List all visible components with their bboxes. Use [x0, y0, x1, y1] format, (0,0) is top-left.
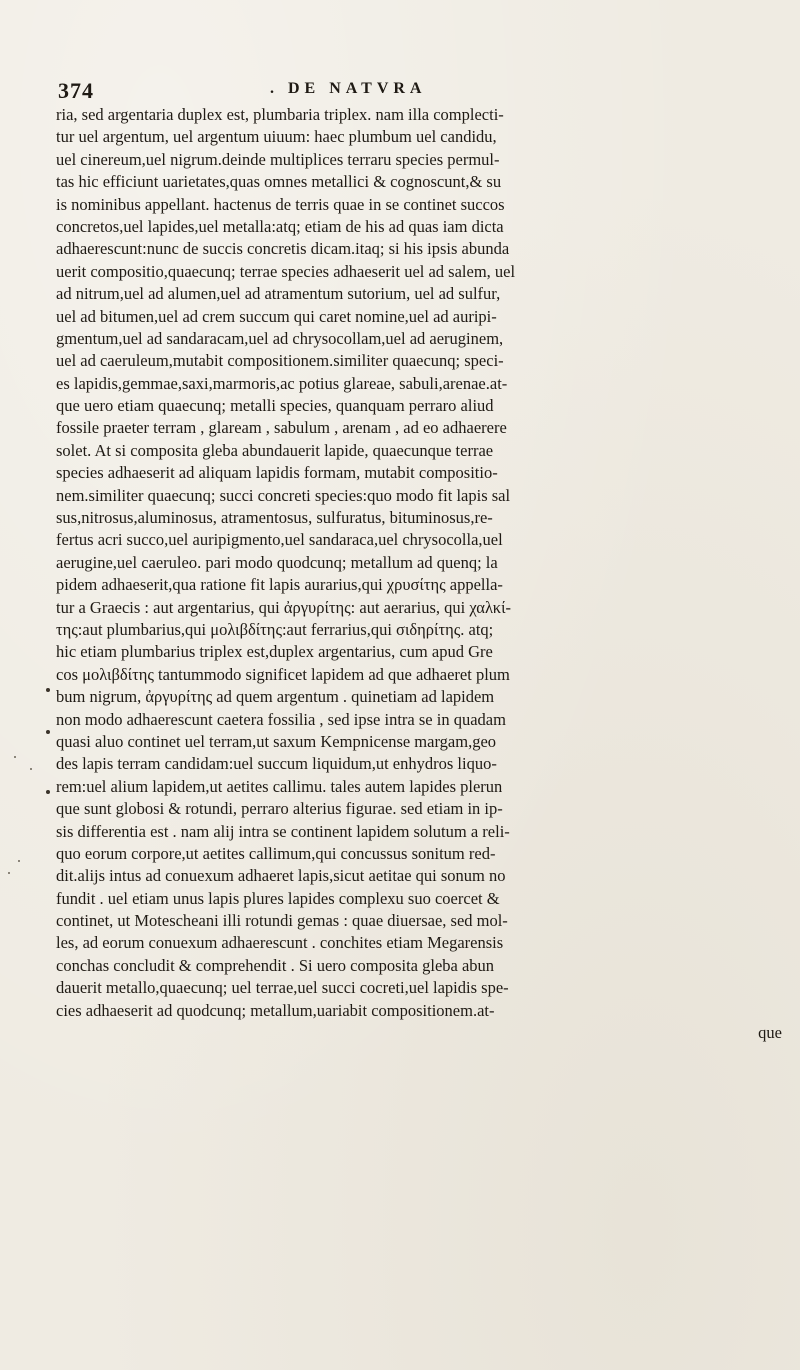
margin-speck — [8, 872, 10, 874]
page-number: 374 — [58, 78, 94, 103]
text-line: fossile praeter terram , glaream , sabulum , arenam , ad eo adhaerere — [56, 418, 507, 438]
margin-dot — [46, 790, 50, 794]
text-line: cies adhaeserit ad quodcunq; metallum,uariabit compositionem.at- — [56, 1000, 495, 1020]
text-line: tur uel argentum, uel argentum uiuum: haec plumbum uel candidu, — [56, 127, 497, 147]
text-line: quasi aluo continet uel terram,ut saxum Kempnicense margam,geo — [56, 731, 497, 751]
margin-speck — [14, 756, 16, 758]
text-line: concretos,uel lapides,uel metalla:atq; etiam de his ad quas iam dicta — [56, 216, 504, 236]
text-line: cos μολιβδίτης tantummodo significet lapidem ad que adhaeret plum — [56, 664, 510, 684]
text-line: sis differentia est . nam alij intra se continent lapidem solutum a reli- — [56, 821, 510, 841]
text-line: es lapidis,gemmae,saxi,marmoris,ac potius glareae, sabuli,arenae.at- — [56, 373, 508, 393]
text-line: fertus acri succo,uel auripigmento,uel sandaraca,uel chrysocolla,uel — [56, 530, 503, 550]
text-line: fundit . uel etiam unus lapis plures lapides complexu suo coercet & — [56, 888, 500, 908]
text-line: tur a Graecis : aut argentarius, qui ἀργυρίτης: aut aerarius, qui χαλκί- — [56, 597, 512, 617]
text-line: dit.alijs intus ad conuexum adhaeret lapis,sicut aetitae qui sonum no — [56, 866, 506, 886]
margin-dot — [46, 688, 50, 692]
text-line: quo eorum corpore,ut aetites callimum,qui concussus sonitum red- — [56, 843, 496, 863]
text-line: uel ad caeruleum,mutabit compositionem.similiter quaecunq; speci- — [56, 351, 504, 371]
text-line: uel cinereum,uel nigrum.deinde multiplices terraru species permul- — [56, 149, 500, 169]
text-line: des lapis terram candidam:uel succum liquidum,ut enhydros liquo- — [56, 754, 497, 774]
latin-body-text — [56, 104, 786, 1044]
margin-speck — [18, 860, 20, 862]
text-line: que sunt globosi & rotundi, perraro alterius figurae. sed etiam in ip- — [56, 799, 503, 819]
catchword: que — [758, 1023, 782, 1043]
text-line: dauerit metallo,quaecunq; uel terrae,uel succi cocreti,uel lapidis spe- — [56, 978, 509, 998]
text-line: aerugine,uel caeruleo. pari modo quodcunq; metallum ad quenq; la — [56, 552, 498, 572]
text-line: sus,nitrosus,aluminosus, atramentosus, sulfuratus, bituminosus,re- — [56, 508, 493, 528]
text-line: ad nitrum,uel ad alumen,uel ad atramentum sutorium, uel ad sulfur, — [56, 284, 501, 304]
margin-dot — [46, 730, 50, 734]
margin-speck — [30, 768, 32, 770]
text-line: nem.similiter quaecunq; succi concreti species:quo modo fit lapis sal — [56, 485, 511, 505]
margin-specks — [0, 0, 60, 1370]
text-line: non modo adhaerescunt caetera fossilia , sed ipse intra se in quadam — [56, 709, 506, 729]
text-line: της:aut plumbarius,qui μολιβδίτης:aut ferrarius,qui σιδηρίτης. atq; — [56, 619, 494, 639]
text-line: hic etiam plumbarius triplex est,duplex argentarius, cum apud Gre — [56, 642, 493, 662]
text-line: gmentum,uel ad sandaracam,uel ad chrysocollam,uel ad aeruginem, — [56, 328, 504, 348]
running-head: . DE NATVRA — [270, 80, 427, 97]
text-line: tas hic efficiunt uarietates,quas omnes metallici & cognoscunt,& su — [56, 172, 502, 192]
text-line: continet, ut Motescheani illi rotundi gemas : quae diuersae, sed mol- — [56, 911, 508, 931]
text-line: ria, sed argentaria duplex est, plumbaria triplex. nam illa complecti- — [56, 105, 504, 124]
text-line: pidem adhaeserit,qua ratione fit lapis aurarius,qui χρυσίτης appella- — [56, 575, 503, 595]
text-line: que uero etiam quaecunq; metalli species, quanquam perraro aliud — [56, 396, 494, 416]
text-line: uel ad bitumen,uel ad crem succum qui caret nomine,uel ad auripi- — [56, 306, 497, 326]
text-line: rem:uel alium lapidem,ut aetites callimu. tales autem lapides plerun — [56, 776, 503, 796]
text-line: adhaerescunt:nunc de succis concretis dicam.itaq; si his ipsis abunda — [56, 239, 510, 259]
text-line: conchas concludit & comprehendit . Si uero composita gleba abun — [56, 955, 495, 975]
text-line: uerit compositio,quaecunq; terrae species adhaeserit uel ad salem, uel — [56, 261, 516, 281]
text-line: is nominibus appellant. hactenus de terris quae in se continet succos — [56, 194, 505, 214]
text-line: bum nigrum, ἀργυρίτης ad quem argentum . quinetiam ad lapidem — [56, 687, 495, 707]
text-line: solet. At si composita gleba abundauerit lapide, quaecunque terrae — [56, 440, 494, 460]
text-line: species adhaeserit ad aliquam lapidis formam, mutabit compositio- — [56, 463, 498, 483]
text-line: les, ad eorum conuexum adhaerescunt . conchites etiam Megarensis — [56, 933, 504, 953]
